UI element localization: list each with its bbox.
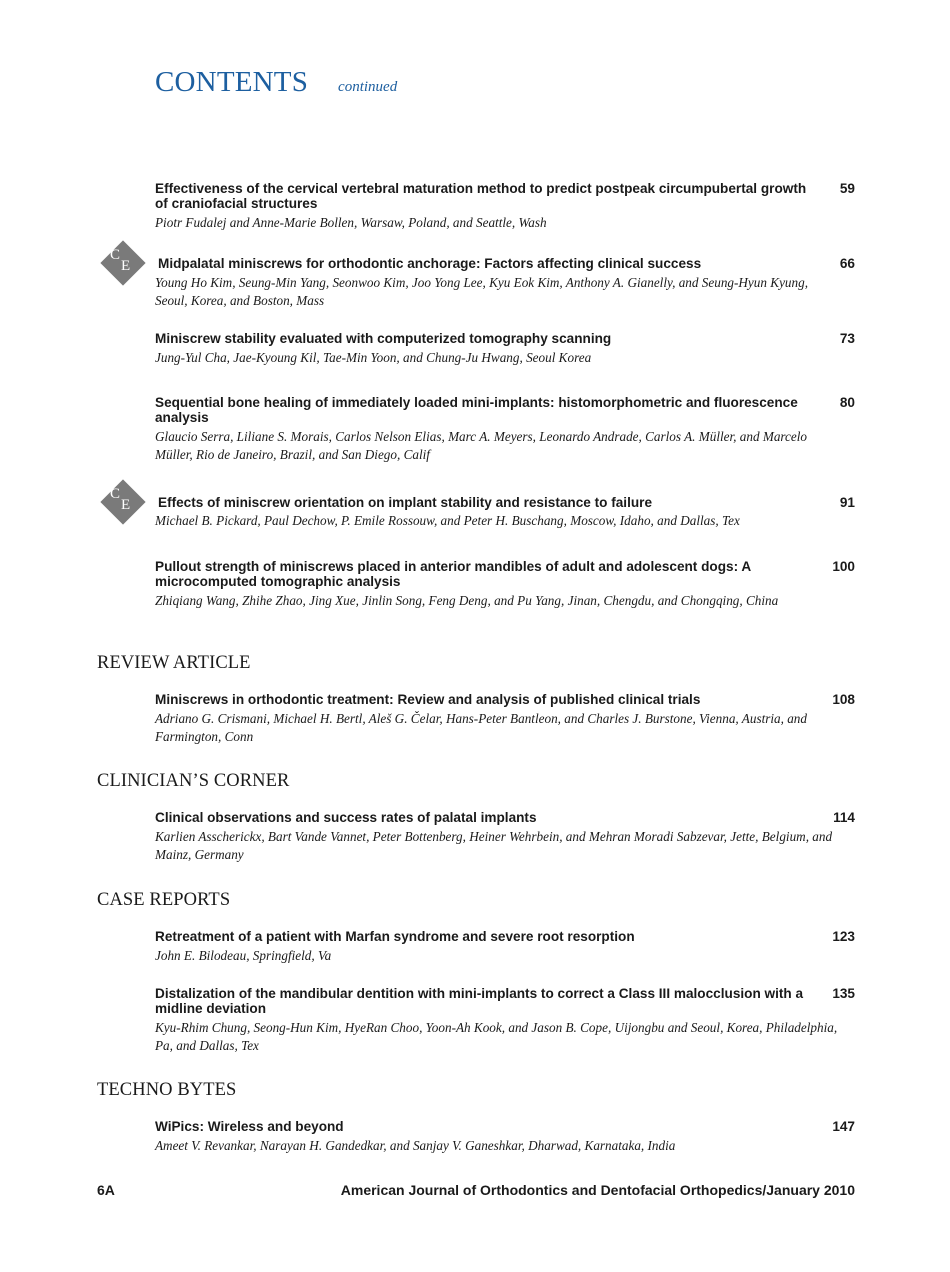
contents-header <box>155 66 397 99</box>
page-number: 135 <box>832 986 855 1001</box>
section-heading-clinician: CLINICIAN’S CORNER <box>97 771 290 791</box>
ce-badge-icon <box>100 240 146 286</box>
ce-badge-e: E <box>121 258 131 274</box>
page-number: 73 <box>839 331 855 346</box>
article-title[interactable]: Sequential bone healing of immediately loaded mini-implants: histomorphometric and fluorescence analysis <box>155 395 798 425</box>
page-number: 80 <box>839 395 855 410</box>
article-authors: Michael B. Pickard, Paul Dechow, P. Emile Rossouw, and Peter H. Buschang, Moscow, Idaho, and Dallas, Tex <box>155 513 740 528</box>
article-title[interactable]: Clinical observations and success rates of palatal implants <box>155 810 537 825</box>
page-number: 114 <box>833 810 855 825</box>
article-title[interactable]: Distalization of the mandibular dentition with mini-implants to correct a Class III malocclusion with a midline deviation <box>155 986 804 1016</box>
article-authors: Karlien Asscherickx, Bart Vande Vannet, Peter Bottenberg, Heiner Wehrbein, and Mehran Moradi Sabzevar, Jette, Belgium, and Mainz, Germany <box>155 829 833 862</box>
article-title[interactable]: WiPics: Wireless and beyond <box>155 1119 344 1134</box>
page-number: 66 <box>839 256 855 271</box>
article-title[interactable]: Miniscrews in orthodontic treatment: Review and analysis of published clinical trials <box>155 692 701 707</box>
page-number: 59 <box>839 181 855 196</box>
footer-page-label: 6A <box>97 1182 115 1198</box>
article-title[interactable]: Pullout strength of miniscrews placed in anterior mandibles of adult and adolescent dogs: A microcomputed tomographic analysis <box>155 559 751 589</box>
article-authors: Adriano G. Crismani, Michael H. Bertl, Aleš G. Čelar, Hans-Peter Bantleon, and Charles J. Burstone, Vienna, Austria, and Farmington, Conn <box>155 711 807 744</box>
article-title[interactable]: Retreatment of a patient with Marfan syndrome and severe root resorption <box>155 929 635 944</box>
article-title[interactable]: Midpalatal miniscrews for orthodontic anchorage: Factors affecting clinical success <box>158 256 702 271</box>
article-authors: Kyu-Rhim Chung, Seong-Hun Kim, HyeRan Choo, Yoon-Ah Kook, and Jason B. Cope, Uijongbu and Seoul, Korea, Philadelphia, Pa, and Dallas, Tex <box>155 1020 838 1053</box>
toc-entry[interactable] <box>155 495 855 530</box>
page-number: 147 <box>832 1119 855 1134</box>
article-authors: Jung-Yul Cha, Jae-Kyoung Kil, Tae-Min Yoon, and Chung-Ju Hwang, Seoul Korea <box>155 350 592 365</box>
page-number: 108 <box>832 692 855 707</box>
footer-journal: American Journal of Orthodontics and Dentofacial Orthopedics/January 2010 <box>340 1182 855 1198</box>
article-authors: Piotr Fudalej and Anne-Marie Bollen, Warsaw, Poland, and Seattle, Wash <box>155 215 547 230</box>
ce-badge-e: E <box>121 497 131 513</box>
toc-entry[interactable] <box>155 181 855 232</box>
section-heading-review: REVIEW ARTICLE <box>97 653 251 673</box>
page-number: 91 <box>839 495 855 510</box>
article-title[interactable]: Effectiveness of the cervical vertebral maturation method to predict postpeak circumpubertal growth of craniofacial structures <box>155 181 807 211</box>
article-authors: Zhiqiang Wang, Zhihe Zhao, Jing Xue, Jinlin Song, Feng Deng, and Pu Yang, Jinan, Chengdu, and Chongqing, China <box>155 593 779 608</box>
article-authors: Glaucio Serra, Liliane S. Morais, Carlos Nelson Elias, Marc A. Meyers, Leonardo Andrade, Carlos A. Müller, and Marcelo Müller, Rio de Janeiro, Brazil, and San Diego, Calif <box>155 429 808 462</box>
page-title: CONTENTS <box>155 66 309 98</box>
article-authors: Ameet V. Revankar, Narayan H. Gandedkar, and Sanjay V. Ganeshkar, Dharwad, Karnataka, India <box>155 1138 676 1153</box>
ce-badge-c: C <box>110 486 121 502</box>
page-subtitle: continued <box>338 79 398 95</box>
toc-entry[interactable] <box>155 1119 855 1155</box>
ce-badge-icon <box>100 479 146 525</box>
toc-entry[interactable] <box>155 256 855 310</box>
page-footer <box>97 1182 855 1198</box>
toc-entry[interactable] <box>155 810 855 864</box>
section-heading-case-reports: CASE REPORTS <box>97 890 231 910</box>
toc-entry[interactable] <box>155 395 855 464</box>
article-authors: John E. Bilodeau, Springfield, Va <box>155 948 332 963</box>
article-title[interactable]: Effects of miniscrew orientation on implant stability and resistance to failure <box>158 495 653 510</box>
article-title[interactable]: Miniscrew stability evaluated with computerized tomography scanning <box>155 331 612 346</box>
toc-entry[interactable] <box>155 692 855 746</box>
toc-entry[interactable] <box>155 559 855 610</box>
toc-entry[interactable] <box>155 331 855 367</box>
article-authors: Young Ho Kim, Seung-Min Yang, Seonwoo Kim, Joo Yong Lee, Kyu Eok Kim, Anthony A. Gianelly, and Seung-Hyun Kyung, Seoul, Korea, and Boston, Mass <box>155 275 809 308</box>
page-number: 100 <box>832 559 855 574</box>
ce-badge-c: C <box>110 247 121 263</box>
toc-entry[interactable] <box>155 929 855 965</box>
toc-entry[interactable] <box>155 986 855 1055</box>
section-heading-techno: TECHNO BYTES <box>97 1080 237 1100</box>
page-number: 123 <box>832 929 855 944</box>
